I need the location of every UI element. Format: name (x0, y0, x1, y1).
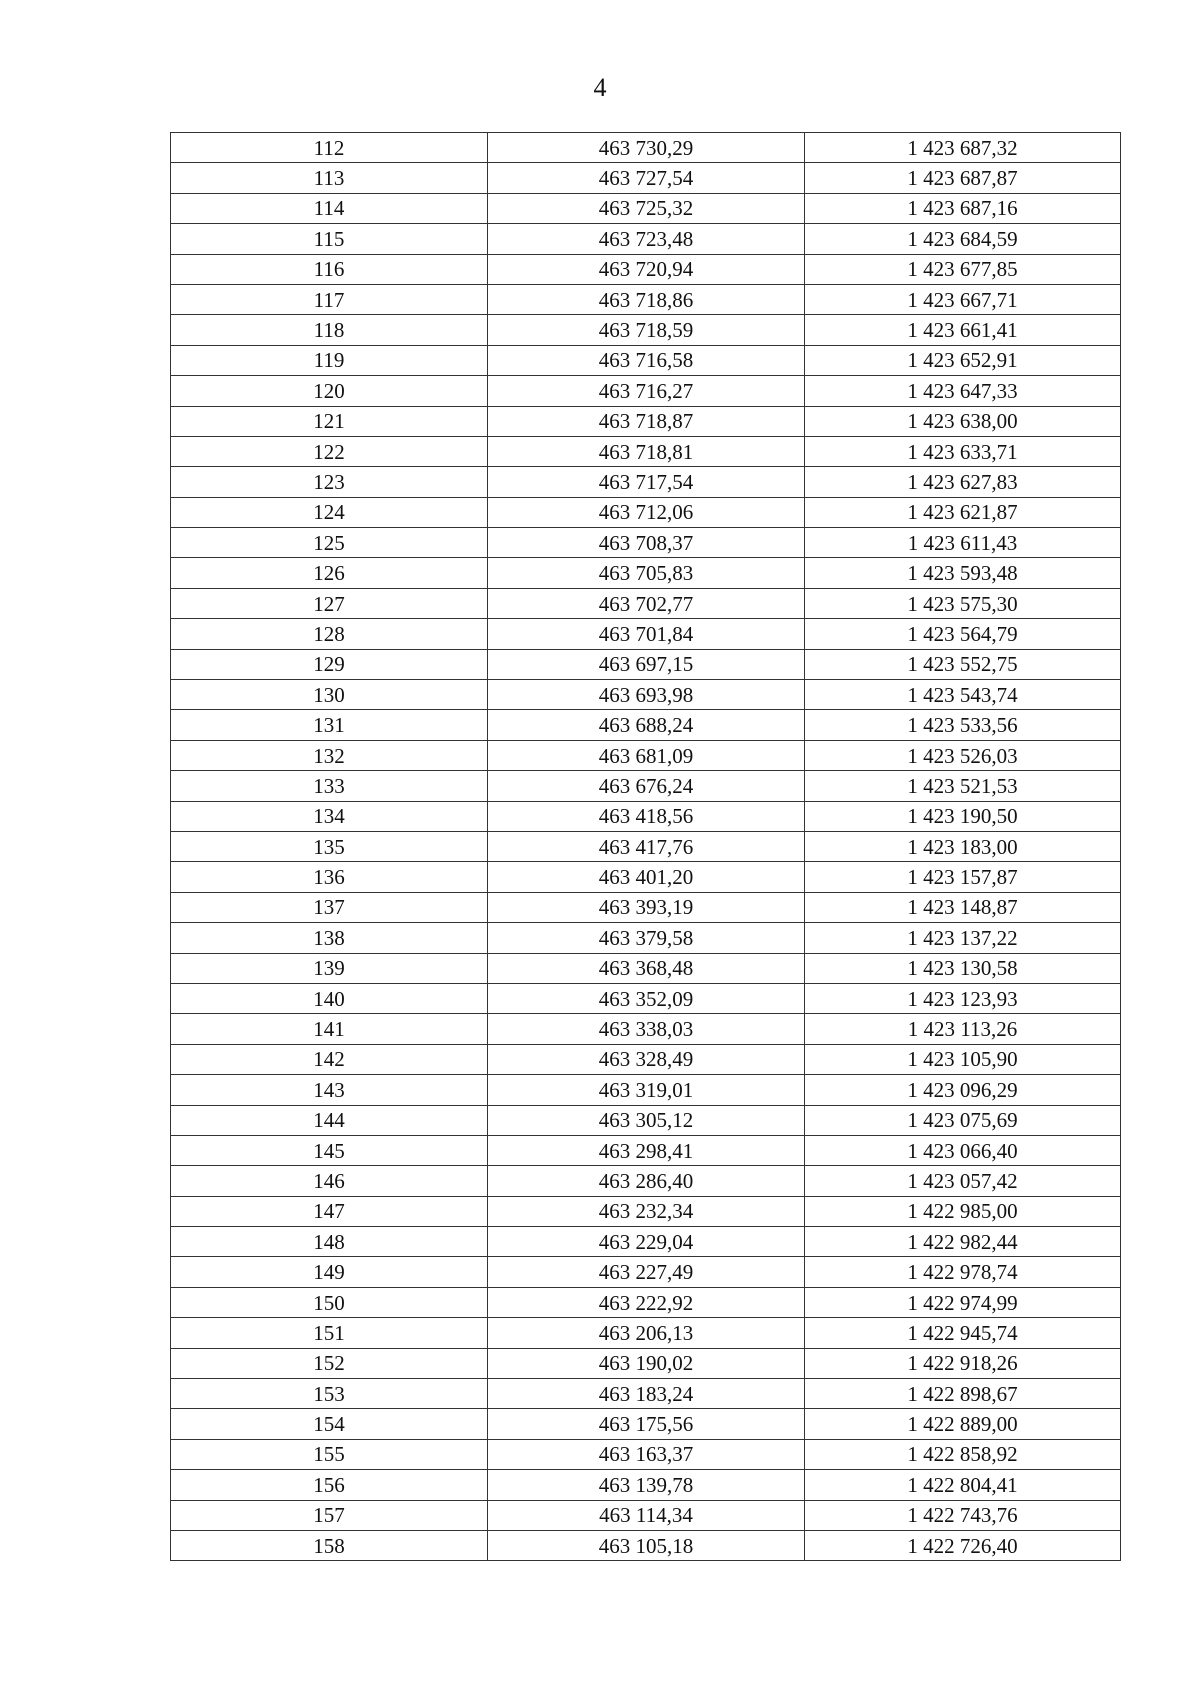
table-row (171, 1075, 1121, 1105)
point-number-cell: 132 (171, 740, 488, 770)
point-number-cell: 114 (171, 193, 488, 223)
y-coordinate-cell: 1 423 564,79 (805, 619, 1121, 649)
table-row (171, 1500, 1121, 1530)
point-number-cell: 117 (171, 284, 488, 314)
point-number-cell: 124 (171, 497, 488, 527)
point-number-cell: 154 (171, 1409, 488, 1439)
y-coordinate-cell: 1 423 661,41 (805, 315, 1121, 345)
x-coordinate-cell: 463 232,34 (488, 1196, 805, 1226)
point-number-cell: 123 (171, 467, 488, 497)
y-coordinate-cell: 1 423 667,71 (805, 284, 1121, 314)
point-number-cell: 130 (171, 680, 488, 710)
y-coordinate-cell: 1 423 611,43 (805, 528, 1121, 558)
x-coordinate-cell: 463 298,41 (488, 1135, 805, 1165)
x-coordinate-cell: 463 417,76 (488, 831, 805, 861)
table-row (171, 1044, 1121, 1074)
point-number-cell: 113 (171, 163, 488, 193)
table-row (171, 710, 1121, 740)
point-number-cell: 115 (171, 224, 488, 254)
table-row (171, 224, 1121, 254)
table-row (171, 1470, 1121, 1500)
x-coordinate-cell: 463 163,37 (488, 1439, 805, 1469)
point-number-cell: 155 (171, 1439, 488, 1469)
x-coordinate-cell: 463 418,56 (488, 801, 805, 831)
y-coordinate-cell: 1 423 687,87 (805, 163, 1121, 193)
table-row (171, 649, 1121, 679)
y-coordinate-cell: 1 423 057,42 (805, 1166, 1121, 1196)
point-number-cell: 158 (171, 1530, 488, 1560)
y-coordinate-cell: 1 423 652,91 (805, 345, 1121, 375)
table-row (171, 1287, 1121, 1317)
table-row (171, 1135, 1121, 1165)
coordinates-table (170, 132, 1121, 1561)
y-coordinate-cell: 1 423 157,87 (805, 862, 1121, 892)
x-coordinate-cell: 463 697,15 (488, 649, 805, 679)
y-coordinate-cell: 1 422 985,00 (805, 1196, 1121, 1226)
table-row (171, 771, 1121, 801)
table-row (171, 801, 1121, 831)
table-row (171, 588, 1121, 618)
point-number-cell: 148 (171, 1227, 488, 1257)
x-coordinate-cell: 463 720,94 (488, 254, 805, 284)
y-coordinate-cell: 1 423 533,56 (805, 710, 1121, 740)
table-row (171, 1530, 1121, 1560)
table-row (171, 923, 1121, 953)
y-coordinate-cell: 1 423 552,75 (805, 649, 1121, 679)
y-coordinate-cell: 1 423 593,48 (805, 558, 1121, 588)
table-row (171, 497, 1121, 527)
table-row (171, 953, 1121, 983)
point-number-cell: 153 (171, 1379, 488, 1409)
x-coordinate-cell: 463 328,49 (488, 1044, 805, 1074)
x-coordinate-cell: 463 718,59 (488, 315, 805, 345)
y-coordinate-cell: 1 423 687,16 (805, 193, 1121, 223)
y-coordinate-cell: 1 423 148,87 (805, 892, 1121, 922)
table-row (171, 1348, 1121, 1378)
y-coordinate-cell: 1 422 858,92 (805, 1439, 1121, 1469)
x-coordinate-cell: 463 723,48 (488, 224, 805, 254)
point-number-cell: 152 (171, 1348, 488, 1378)
x-coordinate-cell: 463 379,58 (488, 923, 805, 953)
y-coordinate-cell: 1 423 526,03 (805, 740, 1121, 770)
x-coordinate-cell: 463 716,58 (488, 345, 805, 375)
table-row (171, 284, 1121, 314)
y-coordinate-cell: 1 423 183,00 (805, 831, 1121, 861)
point-number-cell: 129 (171, 649, 488, 679)
table-row (171, 1105, 1121, 1135)
table-row (171, 1318, 1121, 1348)
x-coordinate-cell: 463 206,13 (488, 1318, 805, 1348)
x-coordinate-cell: 463 725,32 (488, 193, 805, 223)
y-coordinate-cell: 1 423 105,90 (805, 1044, 1121, 1074)
table-row (171, 1014, 1121, 1044)
point-number-cell: 157 (171, 1500, 488, 1530)
y-coordinate-cell: 1 423 638,00 (805, 406, 1121, 436)
x-coordinate-cell: 463 730,29 (488, 133, 805, 163)
x-coordinate-cell: 463 688,24 (488, 710, 805, 740)
y-coordinate-cell: 1 423 647,33 (805, 376, 1121, 406)
y-coordinate-cell: 1 423 543,74 (805, 680, 1121, 710)
point-number-cell: 128 (171, 619, 488, 649)
table-row (171, 193, 1121, 223)
y-coordinate-cell: 1 422 726,40 (805, 1530, 1121, 1560)
point-number-cell: 150 (171, 1287, 488, 1317)
page-number: 4 (593, 73, 607, 102)
point-number-cell: 136 (171, 862, 488, 892)
x-coordinate-cell: 463 183,24 (488, 1379, 805, 1409)
table-row (171, 254, 1121, 284)
y-coordinate-cell: 1 423 633,71 (805, 436, 1121, 466)
point-number-cell: 135 (171, 831, 488, 861)
table-row (171, 376, 1121, 406)
table-row (171, 1227, 1121, 1257)
y-coordinate-cell: 1 422 743,76 (805, 1500, 1121, 1530)
y-coordinate-cell: 1 423 621,87 (805, 497, 1121, 527)
table-row (171, 680, 1121, 710)
x-coordinate-cell: 463 139,78 (488, 1470, 805, 1500)
point-number-cell: 131 (171, 710, 488, 740)
x-coordinate-cell: 463 708,37 (488, 528, 805, 558)
point-number-cell: 142 (171, 1044, 488, 1074)
point-number-cell: 125 (171, 528, 488, 558)
x-coordinate-cell: 463 705,83 (488, 558, 805, 588)
y-coordinate-cell: 1 423 684,59 (805, 224, 1121, 254)
x-coordinate-cell: 463 175,56 (488, 1409, 805, 1439)
x-coordinate-cell: 463 681,09 (488, 740, 805, 770)
table-row (171, 406, 1121, 436)
point-number-cell: 122 (171, 436, 488, 466)
x-coordinate-cell: 463 718,81 (488, 436, 805, 466)
table-row (171, 1379, 1121, 1409)
y-coordinate-cell: 1 422 978,74 (805, 1257, 1121, 1287)
y-coordinate-cell: 1 423 137,22 (805, 923, 1121, 953)
x-coordinate-cell: 463 717,54 (488, 467, 805, 497)
point-number-cell: 141 (171, 1014, 488, 1044)
table-row (171, 133, 1121, 163)
point-number-cell: 118 (171, 315, 488, 345)
table-row (171, 1196, 1121, 1226)
y-coordinate-cell: 1 423 096,29 (805, 1075, 1121, 1105)
x-coordinate-cell: 463 368,48 (488, 953, 805, 983)
table-row (171, 558, 1121, 588)
point-number-cell: 119 (171, 345, 488, 375)
point-number-cell: 133 (171, 771, 488, 801)
x-coordinate-cell: 463 352,09 (488, 983, 805, 1013)
table-row (171, 983, 1121, 1013)
x-coordinate-cell: 463 702,77 (488, 588, 805, 618)
table-row (171, 1257, 1121, 1287)
table-row (171, 163, 1121, 193)
table-row (171, 619, 1121, 649)
point-number-cell: 137 (171, 892, 488, 922)
y-coordinate-cell: 1 422 982,44 (805, 1227, 1121, 1257)
x-coordinate-cell: 463 701,84 (488, 619, 805, 649)
table-row (171, 528, 1121, 558)
y-coordinate-cell: 1 423 687,32 (805, 133, 1121, 163)
point-number-cell: 156 (171, 1470, 488, 1500)
y-coordinate-cell: 1 422 804,41 (805, 1470, 1121, 1500)
x-coordinate-cell: 463 718,86 (488, 284, 805, 314)
x-coordinate-cell: 463 286,40 (488, 1166, 805, 1196)
table-row (171, 740, 1121, 770)
y-coordinate-cell: 1 423 190,50 (805, 801, 1121, 831)
x-coordinate-cell: 463 105,18 (488, 1530, 805, 1560)
point-number-cell: 149 (171, 1257, 488, 1287)
y-coordinate-cell: 1 423 075,69 (805, 1105, 1121, 1135)
point-number-cell: 127 (171, 588, 488, 618)
point-number-cell: 145 (171, 1135, 488, 1165)
x-coordinate-cell: 463 401,20 (488, 862, 805, 892)
y-coordinate-cell: 1 423 066,40 (805, 1135, 1121, 1165)
point-number-cell: 138 (171, 923, 488, 953)
y-coordinate-cell: 1 422 918,26 (805, 1348, 1121, 1378)
x-coordinate-cell: 463 716,27 (488, 376, 805, 406)
point-number-cell: 151 (171, 1318, 488, 1348)
y-coordinate-cell: 1 422 974,99 (805, 1287, 1121, 1317)
x-coordinate-cell: 463 393,19 (488, 892, 805, 922)
x-coordinate-cell: 463 114,34 (488, 1500, 805, 1530)
point-number-cell: 120 (171, 376, 488, 406)
y-coordinate-cell: 1 422 889,00 (805, 1409, 1121, 1439)
table-row (171, 345, 1121, 375)
table-row (171, 862, 1121, 892)
x-coordinate-cell: 463 222,92 (488, 1287, 805, 1317)
x-coordinate-cell: 463 727,54 (488, 163, 805, 193)
x-coordinate-cell: 463 676,24 (488, 771, 805, 801)
y-coordinate-cell: 1 423 575,30 (805, 588, 1121, 618)
point-number-cell: 121 (171, 406, 488, 436)
y-coordinate-cell: 1 423 521,53 (805, 771, 1121, 801)
x-coordinate-cell: 463 229,04 (488, 1227, 805, 1257)
point-number-cell: 116 (171, 254, 488, 284)
table-row (171, 831, 1121, 861)
table-row (171, 1166, 1121, 1196)
x-coordinate-cell: 463 693,98 (488, 680, 805, 710)
y-coordinate-cell: 1 422 898,67 (805, 1379, 1121, 1409)
point-number-cell: 146 (171, 1166, 488, 1196)
x-coordinate-cell: 463 338,03 (488, 1014, 805, 1044)
table-row (171, 436, 1121, 466)
table-row (171, 467, 1121, 497)
y-coordinate-cell: 1 422 945,74 (805, 1318, 1121, 1348)
point-number-cell: 134 (171, 801, 488, 831)
table-row (171, 892, 1121, 922)
x-coordinate-cell: 463 190,02 (488, 1348, 805, 1378)
point-number-cell: 126 (171, 558, 488, 588)
y-coordinate-cell: 1 423 677,85 (805, 254, 1121, 284)
x-coordinate-cell: 463 718,87 (488, 406, 805, 436)
point-number-cell: 144 (171, 1105, 488, 1135)
table-row (171, 1409, 1121, 1439)
x-coordinate-cell: 463 227,49 (488, 1257, 805, 1287)
coordinates-table-body (171, 133, 1121, 1561)
x-coordinate-cell: 463 712,06 (488, 497, 805, 527)
point-number-cell: 143 (171, 1075, 488, 1105)
y-coordinate-cell: 1 423 627,83 (805, 467, 1121, 497)
point-number-cell: 139 (171, 953, 488, 983)
point-number-cell: 112 (171, 133, 488, 163)
table-row (171, 315, 1121, 345)
y-coordinate-cell: 1 423 130,58 (805, 953, 1121, 983)
x-coordinate-cell: 463 319,01 (488, 1075, 805, 1105)
y-coordinate-cell: 1 423 113,26 (805, 1014, 1121, 1044)
point-number-cell: 140 (171, 983, 488, 1013)
table-row (171, 1439, 1121, 1469)
x-coordinate-cell: 463 305,12 (488, 1105, 805, 1135)
point-number-cell: 147 (171, 1196, 488, 1226)
y-coordinate-cell: 1 423 123,93 (805, 983, 1121, 1013)
